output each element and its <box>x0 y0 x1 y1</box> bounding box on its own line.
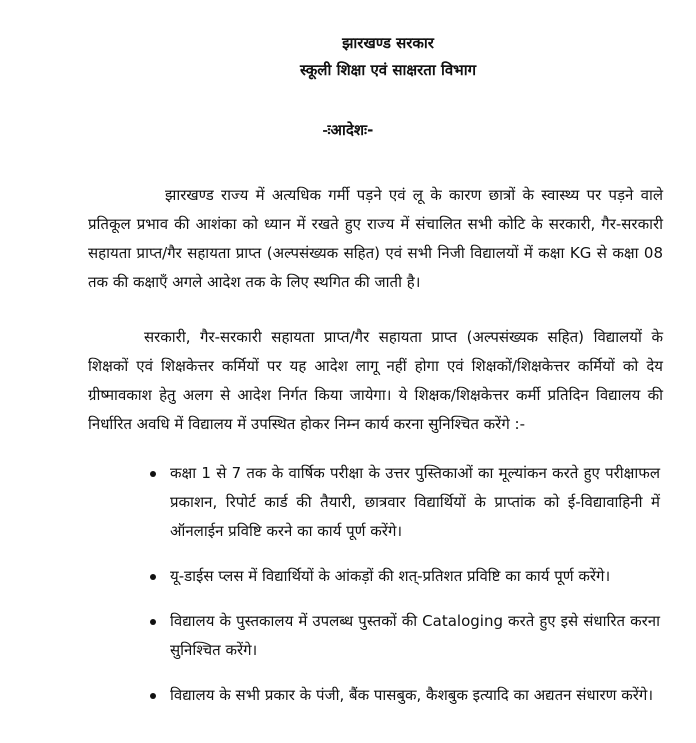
department-heading: स्कूली शिक्षा एवं साक्षरता विभाग <box>299 61 477 79</box>
list-item-text: यू-डाईस प्लस में विद्यार्थियों के आंकड़ों की शत्-प्रतिशत प्रविष्टि का कार्य पूर्ण करेंगे। <box>170 567 611 585</box>
list-item-text: कक्षा 1 से 7 तक के वार्षिक परीक्षा के उत्तर पुस्तिकाओं का मूल्यांकन करते हुए परीक्षाफल प्रकाशन, रिपोर्ट कार्ड की तैयारी, छात्रवार विद्यार्थियों के प्राप्तांक को ई-विद्यावाहिनी में ऑनलाईन प्रविष्टि करने का कार्य पूर्ण करेंगे। <box>170 464 660 540</box>
bullet-icon <box>150 619 156 625</box>
list-item-text: विद्यालय के पुस्तकालय में उपलब्ध पुस्तकों की Cataloging करते हुए इसे संधारित करना सुनिश्चित करेंगे। <box>170 612 660 659</box>
order-title: -ःआदेशः- <box>322 121 374 139</box>
list-item <box>150 681 660 710</box>
government-heading: झारखण्ड सरकार <box>342 34 434 52</box>
paragraph-closure-notice: झारखण्ड राज्य में अत्यधिक गर्मी पड़ने एवं लू के कारण छात्रों के स्वास्थ्य पर पड़ने वाले प्रतिकूल प्रभाव की आशंका को ध्यान में रखते हुए राज्य में संचालित सभी कोटि के सरकारी, गैर-सरकारी सहायता प्राप्त/गैर सहायता प्राप्त (अल्पसंख्यक सहित) एवं सभी निजी विद्यालयों में कक्षा KG से कक्षा 08 तक की कक्षाएँ अगले आदेश तक के लिए स्थगित की जाती है। <box>88 186 663 291</box>
bullet-icon <box>150 574 156 580</box>
list-item <box>150 607 660 665</box>
bullet-icon <box>150 471 156 477</box>
list-item <box>150 459 660 546</box>
bullet-icon <box>150 693 156 699</box>
list-item <box>150 562 660 591</box>
list-item-text: विद्यालय के सभी प्रकार के पंजी, बैंक पासबुक, कैशबुक इत्यादि का अद्यतन संधारण करेंगे। <box>170 686 654 704</box>
duty-list <box>150 459 660 726</box>
paragraph-teacher-duties: सरकारी, गैर-सरकारी सहायता प्राप्त/गैर सहायता प्राप्त (अल्पसंख्यक सहित) विद्यालयों के शिक्षकों एवं शिक्षकेत्तर कर्मियों पर यह आदेश लागू नहीं होगा एवं शिक्षकों/शिक्षकेत्तर कर्मियों को देय ग्रीष्मावकाश हेतु अलग से आदेश निर्गत किया जायेगा। ये शिक्षक/शिक्षकेत्तर कर्मी प्रतिदिन विद्यालय की निर्धारित अवधि में विद्यालय में उपस्थित होकर निम्न कार्य करना सुनिश्चित करेंगे :- <box>88 328 663 433</box>
